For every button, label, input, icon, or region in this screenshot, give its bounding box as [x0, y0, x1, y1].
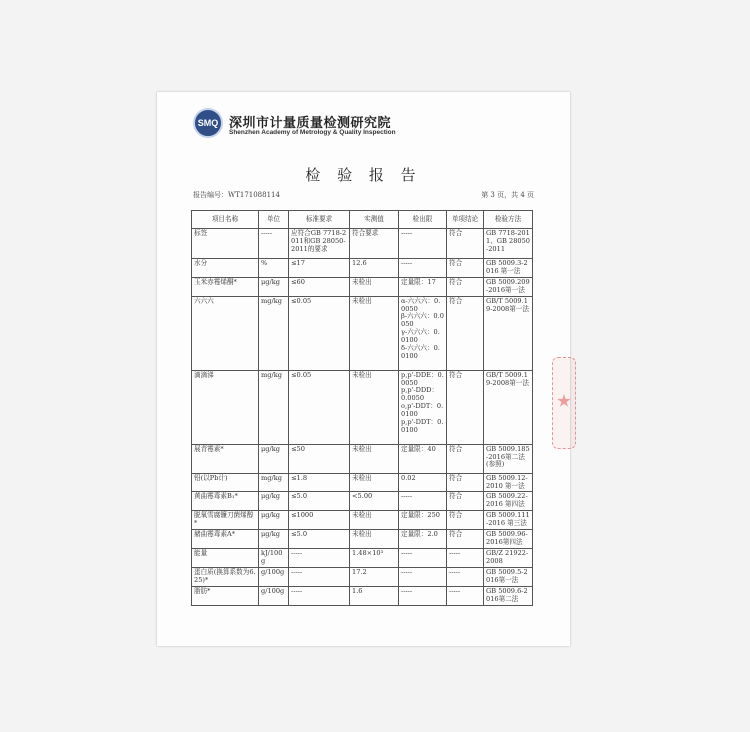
cell-measured: 未检出 [350, 511, 399, 530]
col-header-conclusion: 单项结论 [447, 211, 484, 229]
cell-standard: ≤5.0 [289, 492, 350, 511]
cell-unit: μg/kg [259, 530, 289, 549]
cell-conclusion: 符合 [447, 277, 484, 296]
cell-item: 赭曲霉毒素A* [192, 530, 259, 549]
cell-unit: μg/kg [259, 511, 289, 530]
cell-method: GB 7718-2011、GB 28050-2011 [484, 229, 533, 259]
cell-method: GB 5009.5-2016第一法 [484, 567, 533, 586]
cell-item: 蛋白质(换算系数为6.25)* [192, 567, 259, 586]
cell-conclusion: ----- [447, 549, 484, 568]
cell-measured: 未检出 [350, 473, 399, 492]
col-header-method: 检验方法 [484, 211, 533, 229]
cell-detection-limit: ----- [399, 229, 447, 259]
table-row [192, 229, 533, 259]
institute-name-en: Shenzhen Academy of Metrology & Quality Inspection [229, 129, 396, 136]
col-header-standard: 标准要求 [289, 211, 350, 229]
cell-item: 铅(以Pb计) [192, 473, 259, 492]
table-row [192, 473, 533, 492]
cell-conclusion: 符合 [447, 296, 484, 370]
table-row [192, 259, 533, 278]
page-info: 第 3 页，共 4 页 [481, 191, 534, 199]
table-row [192, 492, 533, 511]
cell-measured: 12.6 [350, 259, 399, 278]
col-header-item: 项目名称 [192, 211, 259, 229]
cell-detection-limit: 定量限：40 [399, 444, 447, 473]
cell-conclusion: 符合 [447, 259, 484, 278]
cell-detection-limit: ----- [399, 586, 447, 605]
table-header-row [192, 211, 533, 229]
cell-measured: 未检出 [350, 277, 399, 296]
cell-conclusion: 符合 [447, 229, 484, 259]
cell-item: 黄曲霉毒素B₁* [192, 492, 259, 511]
col-header-measured: 实测值 [350, 211, 399, 229]
table-row [192, 296, 533, 370]
cell-unit: μg/kg [259, 444, 289, 473]
cell-method: GB 5009.3-2016 第一法 [484, 259, 533, 278]
cell-conclusion: 符合 [447, 492, 484, 511]
cell-method: GB 5009.111-2016 第三法 [484, 511, 533, 530]
cell-detection-limit: 定量限：2.0 [399, 530, 447, 549]
cell-method: GB 5009.22-2016 第四法 [484, 492, 533, 511]
cell-method: GB 5009.6-2016第二法 [484, 586, 533, 605]
cell-standard: ----- [289, 549, 350, 568]
cell-measured: 未检出 [350, 370, 399, 444]
cell-method: GB/T 5009.19-2008第一法 [484, 296, 533, 370]
cell-detection-limit: ----- [399, 259, 447, 278]
results-table [191, 210, 533, 606]
cell-measured: 未检出 [350, 296, 399, 370]
cell-unit: ----- [259, 229, 289, 259]
table-row [192, 567, 533, 586]
cell-conclusion: 符合 [447, 511, 484, 530]
cell-measured: 1.48×10³ [350, 549, 399, 568]
table-row [192, 370, 533, 444]
table-row [192, 511, 533, 530]
cell-unit: g/100g [259, 586, 289, 605]
cell-detection-limit: α-六六六：0.0050 β-六六六：0.0050 γ-六六六：0.0100 δ-六六六：0.0100 [399, 296, 447, 370]
cell-measured: 17.2 [350, 567, 399, 586]
cell-standard: ----- [289, 567, 350, 586]
table-row [192, 277, 533, 296]
cell-detection-limit: ----- [399, 567, 447, 586]
cell-standard: ≤17 [289, 259, 350, 278]
cell-item: 展青霉素* [192, 444, 259, 473]
cell-standard: ≤5.0 [289, 530, 350, 549]
cell-method: GB/Z 21922-2008 [484, 549, 533, 568]
report-page [157, 92, 570, 646]
cell-detection-limit: 0.02 [399, 473, 447, 492]
cell-standard: ≤1.8 [289, 473, 350, 492]
table-row [192, 549, 533, 568]
cell-measured: 未检出 [350, 444, 399, 473]
cell-item: 能量 [192, 549, 259, 568]
cell-standard: ≤1000 [289, 511, 350, 530]
cell-standard: 应符合GB 7718-2011和GB 28050-2011的要求 [289, 229, 350, 259]
cell-conclusion: ----- [447, 567, 484, 586]
cell-conclusion: ----- [447, 586, 484, 605]
cell-item: 脂肪* [192, 586, 259, 605]
cell-standard: ≤0.05 [289, 296, 350, 370]
col-header-detection-limit: 检出限 [399, 211, 447, 229]
cell-measured: 1.6 [350, 586, 399, 605]
cell-unit: mg/kg [259, 296, 289, 370]
report-title: 检 验 报 告 [305, 166, 422, 184]
cell-measured: 符合要求 [350, 229, 399, 259]
seal-stamp [552, 357, 576, 449]
cell-unit: mg/kg [259, 370, 289, 444]
col-header-unit: 单位 [259, 211, 289, 229]
cell-item: 脱氧雪腐镰刀菌烯醇* [192, 511, 259, 530]
cell-unit: kJ/100g [259, 549, 289, 568]
cell-standard: ≤60 [289, 277, 350, 296]
table-row [192, 444, 533, 473]
cell-method: GB 5009.209-2016第一法 [484, 277, 533, 296]
cell-detection-limit: 定量限：17 [399, 277, 447, 296]
report-number: 报告编号：WT171088114 [193, 191, 280, 199]
cell-standard: ≤50 [289, 444, 350, 473]
cell-detection-limit: ----- [399, 549, 447, 568]
cell-measured: 未检出 [350, 530, 399, 549]
cell-unit: % [259, 259, 289, 278]
cell-detection-limit: ----- [399, 492, 447, 511]
cell-unit: g/100g [259, 567, 289, 586]
cell-unit: μg/kg [259, 492, 289, 511]
cell-item: 水分 [192, 259, 259, 278]
table-row [192, 530, 533, 549]
cell-detection-limit: p,p'-DDE：0.0050 p,p'-DDD：0.0050 o,p'-DDT：0.0100 p,p'-DDT：0.0100 [399, 370, 447, 444]
cell-conclusion: 符合 [447, 530, 484, 549]
institute-name-cn: 深圳市计量质量检测研究院 [229, 116, 392, 131]
cell-item: 玉米赤霉烯酮* [192, 277, 259, 296]
cell-conclusion: 符合 [447, 473, 484, 492]
cell-item: 滴滴涕 [192, 370, 259, 444]
cell-unit: μg/kg [259, 277, 289, 296]
cell-standard: ----- [289, 586, 350, 605]
cell-item: 六六六 [192, 296, 259, 370]
cell-method: GB 5009.12-2010 第一法 [484, 473, 533, 492]
cell-conclusion: 符合 [447, 444, 484, 473]
cell-measured: <5.00 [350, 492, 399, 511]
cell-conclusion: 符合 [447, 370, 484, 444]
institute-logo: SMQ [193, 108, 223, 138]
cell-unit: mg/kg [259, 473, 289, 492]
cell-method: GB/T 5009.19-2008第一法 [484, 370, 533, 444]
cell-item: 标签 [192, 229, 259, 259]
cell-method: GB 5009.185-2016第二法(参照) [484, 444, 533, 473]
cell-detection-limit: 定量限：250 [399, 511, 447, 530]
cell-standard: ≤0.05 [289, 370, 350, 444]
cell-method: GB 5009.96-2016第四法 [484, 530, 533, 549]
table-row [192, 586, 533, 605]
